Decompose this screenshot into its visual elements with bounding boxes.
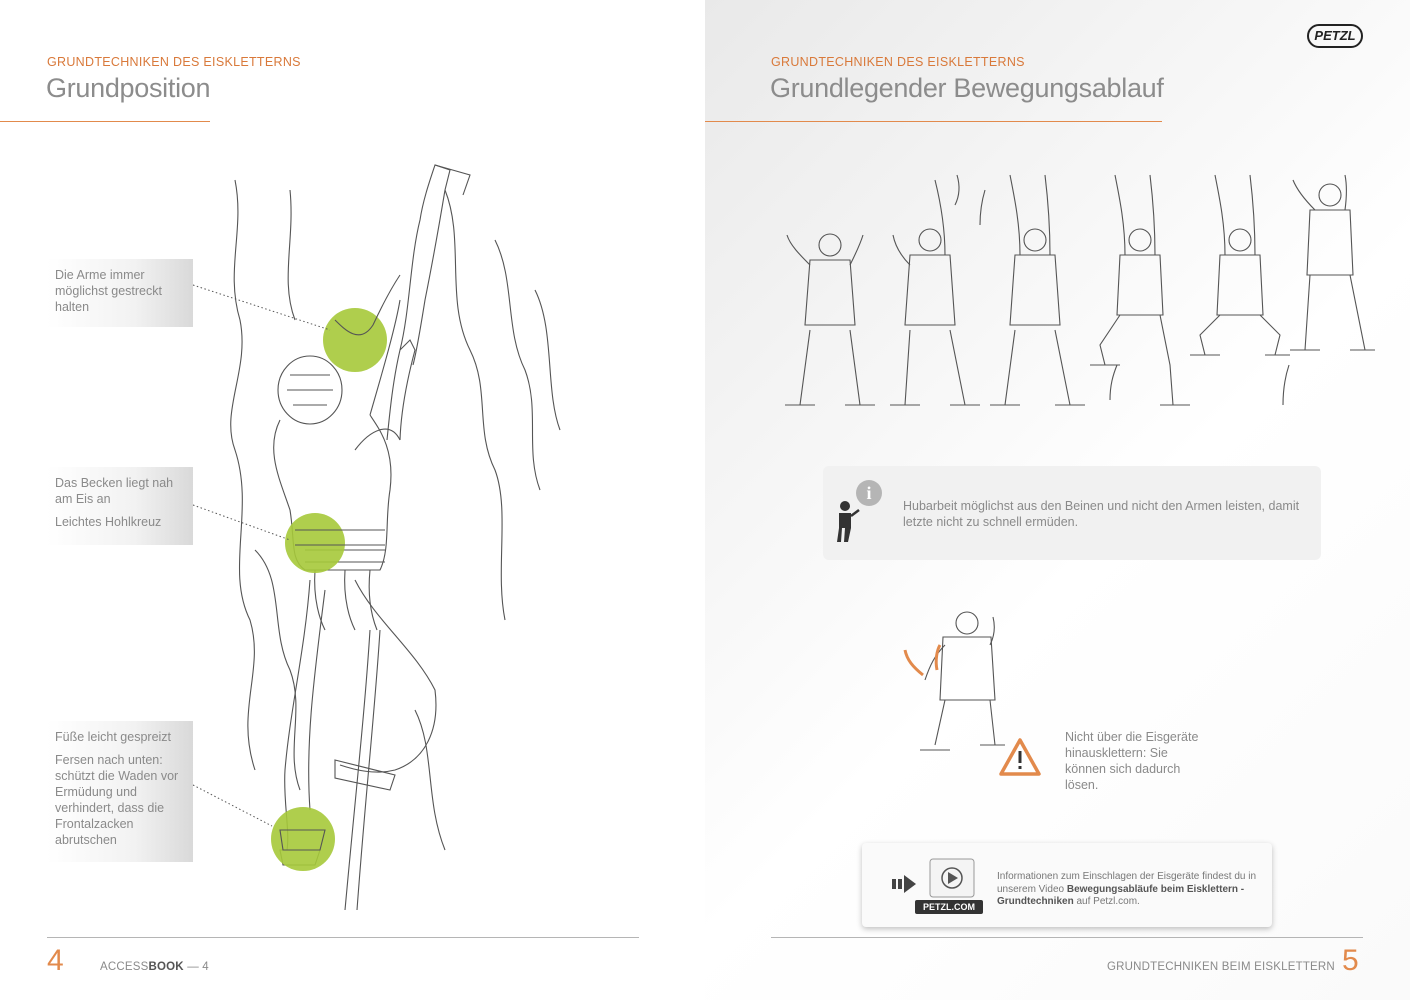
footer-access: ACCESS xyxy=(100,961,149,973)
callout-hips-text-1: Das Becken liegt nah am Eis an xyxy=(55,476,174,506)
tip-box xyxy=(823,466,1321,560)
petzl-logo xyxy=(1307,24,1363,48)
footer-book: BOOK xyxy=(148,961,184,973)
right-title-rule xyxy=(705,121,1162,122)
video-link-title[interactable]: Bewegungsabläufe beim Eisklettern - Grundtechniken xyxy=(997,883,1245,907)
callout-feet xyxy=(47,721,193,862)
left-footer-label xyxy=(100,961,209,973)
footer-page: — 4 xyxy=(183,961,209,973)
left-kicker: GRUNDTECHNIKEN DES EISKLETTERNS xyxy=(47,55,301,69)
video-info-text xyxy=(997,871,1257,909)
right-page-title: Grundlegender Bewegungsablauf xyxy=(770,73,1164,103)
movement-sequence-illustration xyxy=(765,165,1375,425)
left-page-number: 4 xyxy=(47,944,64,977)
callout-hips-text-2: Leichtes Hohlkreuz xyxy=(55,515,162,529)
petzl-com-badge[interactable]: PETZL.COM xyxy=(915,900,983,914)
warning-icon xyxy=(998,737,1042,777)
video-text-outro: auf Petzl.com. xyxy=(1073,896,1140,907)
right-page xyxy=(705,0,1410,1000)
video-info-box[interactable] xyxy=(862,843,1272,927)
video-text-intro: Informationen zum Einschlagen der Eisgeräte findest du in unserem Video xyxy=(997,871,1257,895)
left-footer-rule xyxy=(47,937,639,938)
callout-feet-text-2: Fersen nach unten: schützt die Waden vor Ermüdung und verhindert, dass die Frontalzacken abrutschen xyxy=(55,753,179,847)
arrow-right-icon xyxy=(892,875,916,893)
callout-arms-text: Die Arme immer möglichst gestreckt halten xyxy=(55,268,162,314)
right-footer-label: GRUNDTECHNIKEN BEIM EISKLETTERN xyxy=(1107,961,1335,973)
right-page-number: 5 xyxy=(1342,944,1359,977)
callout-hips xyxy=(47,467,193,545)
video-play-icon[interactable] xyxy=(929,858,975,898)
left-page-title: Grundposition xyxy=(46,73,211,103)
right-footer-rule xyxy=(771,937,1363,938)
tip-text: Hubarbeit möglichst aus den Beinen und nicht den Armen leisten, damit letzte nicht zu schnell ermüden. xyxy=(903,499,1300,529)
right-kicker: GRUNDTECHNIKEN DES EISKLETTERNS xyxy=(771,55,1025,69)
overclimb-illustration xyxy=(895,605,1015,765)
callout-arms xyxy=(47,259,193,327)
warning-text: Nicht über die Eisgeräte hinausklettern: Sie können sich dadurch lösen. xyxy=(1065,730,1199,792)
callout-feet-text-1: Füße leicht gespreizt xyxy=(55,730,172,744)
svg-text:i: i xyxy=(866,483,872,503)
info-icon xyxy=(831,476,887,542)
petzl-logo-text: PETZL xyxy=(1314,28,1356,43)
